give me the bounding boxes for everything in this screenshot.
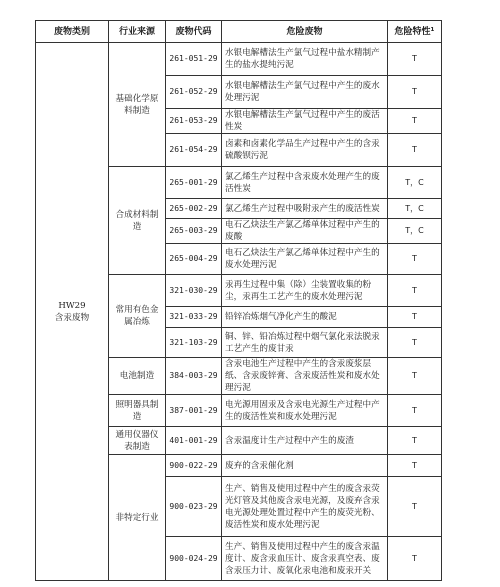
waste-code: 900-022-29 bbox=[166, 455, 222, 477]
hazard-property: T bbox=[388, 358, 442, 395]
table-row bbox=[36, 43, 442, 76]
hazard-property: T bbox=[388, 477, 442, 537]
hazard-property: T bbox=[388, 109, 442, 134]
industry-cell: 电池制造 bbox=[109, 358, 166, 395]
hazard-property: T bbox=[388, 275, 442, 307]
waste-description: 含汞温度计生产过程中产生的废渣 bbox=[222, 427, 388, 455]
waste-description: 铜、锌、铅冶炼过程中烟气氯化汞法脱汞工艺产生的废甘汞 bbox=[222, 328, 388, 358]
waste-code: 321-103-29 bbox=[166, 328, 222, 358]
hazard-property: T bbox=[388, 134, 442, 167]
hazard-property: T bbox=[388, 427, 442, 455]
waste-code: 321-033-29 bbox=[166, 307, 222, 328]
hazard-property: T，C bbox=[388, 199, 442, 219]
waste-code: 261-054-29 bbox=[166, 134, 222, 167]
hazard-property: T bbox=[388, 244, 442, 275]
hazard-property: T bbox=[388, 455, 442, 477]
waste-description: 电石乙炔法生产氯乙烯单体过程中产生的废酸 bbox=[222, 219, 388, 244]
waste-description: 氯乙烯生产过程中含汞废水处理产生的废活性炭 bbox=[222, 167, 388, 199]
industry-cell: 合成材料制造 bbox=[109, 167, 166, 275]
waste-code: 321-030-29 bbox=[166, 275, 222, 307]
waste-code: 401-001-29 bbox=[166, 427, 222, 455]
waste-code: 900-024-29 bbox=[166, 537, 222, 581]
waste-description: 生产、销售及使用过程中产生的废含汞荧光灯管及其他废含汞电光源，及废弃含汞电光源处理处置过程中产生的废荧光粉、废活性炭和废水处理污泥 bbox=[222, 477, 388, 537]
waste-code: 900-023-29 bbox=[166, 477, 222, 537]
header-industry: 行业来源 bbox=[109, 21, 166, 43]
hazard-property: T bbox=[388, 537, 442, 581]
hazard-property: T bbox=[388, 395, 442, 427]
waste-code: 261-053-29 bbox=[166, 109, 222, 134]
hazard-property: T bbox=[388, 43, 442, 76]
category-text: HW29 含汞废物 bbox=[54, 300, 90, 323]
waste-code: 261-051-29 bbox=[166, 43, 222, 76]
hazard-property: T bbox=[388, 76, 442, 109]
waste-code: 265-002-29 bbox=[166, 199, 222, 219]
header-row bbox=[36, 21, 442, 43]
hazard-property: T bbox=[388, 307, 442, 328]
waste-description: 水银电解槽法生产氯气过程中产生的废活性炭 bbox=[222, 109, 388, 134]
waste-description: 含汞电池生产过程中产生的含汞废浆层纸、含汞废锌膏、含汞废活性炭和废水处理污泥 bbox=[222, 358, 388, 395]
waste-description: 废弃的含汞催化剂 bbox=[222, 455, 388, 477]
header-property: 危险特性¹ bbox=[388, 21, 442, 43]
waste-description: 生产、销售及使用过程中产生的废含汞温度计、废含汞血压计、废含汞真空表、废含汞压力计、废氧化汞电池和废汞开关 bbox=[222, 537, 388, 581]
header-category: 废物类别 bbox=[36, 21, 109, 43]
industry-cell: 照明器具制造 bbox=[109, 395, 166, 427]
waste-description: 水银电解槽法生产氯气过程中盐水精制产生的盐水提纯污泥 bbox=[222, 43, 388, 76]
hazard-property: T bbox=[388, 328, 442, 358]
header-waste: 危险废物 bbox=[222, 21, 388, 43]
waste-code: 387-001-29 bbox=[166, 395, 222, 427]
waste-description: 电光源用固汞及含汞电光源生产过程中产生的废活性炭和废水处理污泥 bbox=[222, 395, 388, 427]
industry-cell: 基础化学原料制造 bbox=[109, 43, 166, 167]
waste-description: 铅锌冶炼烟气净化产生的酸泥 bbox=[222, 307, 388, 328]
category-cell bbox=[36, 43, 109, 581]
waste-description: 汞再生过程中集（除）尘装置收集的粉尘，汞再生工艺产生的废水处理污泥 bbox=[222, 275, 388, 307]
waste-code: 265-003-29 bbox=[166, 219, 222, 244]
waste-description: 氯乙烯生产过程中吸附汞产生的废活性炭 bbox=[222, 199, 388, 219]
industry-cell: 非特定行业 bbox=[109, 455, 166, 581]
hazardous-waste-table bbox=[35, 20, 442, 581]
hazard-property: T，C bbox=[388, 167, 442, 199]
waste-code: 261-052-29 bbox=[166, 76, 222, 109]
waste-code: 384-003-29 bbox=[166, 358, 222, 395]
hazard-property: T，C bbox=[388, 219, 442, 244]
waste-description: 卤素和卤素化学品生产过程中产生的含汞硫酸钡污泥 bbox=[222, 134, 388, 167]
industry-cell: 常用有色金属冶炼 bbox=[109, 275, 166, 358]
header-code: 废物代码 bbox=[166, 21, 222, 43]
industry-cell: 通用仪器仪表制造 bbox=[109, 427, 166, 455]
waste-code: 265-004-29 bbox=[166, 244, 222, 275]
waste-description: 水银电解槽法生产氯气过程中产生的废水处理污泥 bbox=[222, 76, 388, 109]
waste-code: 265-001-29 bbox=[166, 167, 222, 199]
waste-description: 电石乙炔法生产氯乙烯单体过程中产生的废水处理污泥 bbox=[222, 244, 388, 275]
